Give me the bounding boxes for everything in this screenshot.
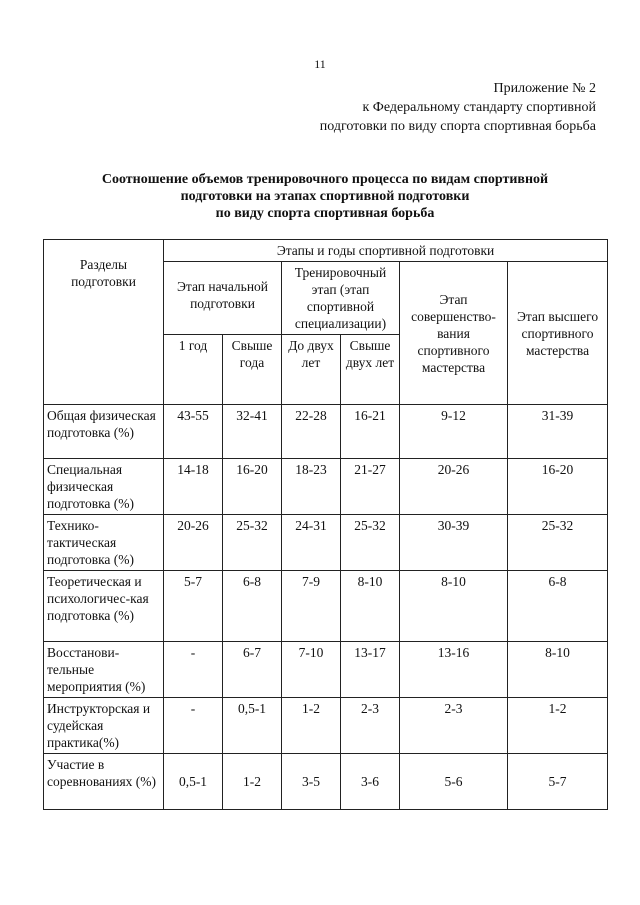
value-cell: - [164,642,223,698]
appendix-line-1: Приложение № 2 [493,81,596,96]
value-cell: 21-27 [341,459,400,515]
title-line-2: подготовки на этапах спортивной подготовки [180,189,470,204]
table-row [44,571,608,642]
header-stage-improvement: Этап совершенство-вания спортивного мастерства [400,262,508,405]
row-label: Восстанови-тельные мероприятия (%) [44,642,164,698]
table-body [44,405,608,810]
value-cell: 7-9 [282,571,341,642]
value-cell: 14-18 [164,459,223,515]
value-cell: 25-32 [341,515,400,571]
appendix-line-2: к Федеральному стандарту спортивной [362,100,596,115]
row-label: Специальная физическая подготовка (%) [44,459,164,515]
header-initial-over1: Свыше года [223,335,282,405]
training-ratio-table [43,239,608,810]
value-cell: 20-26 [400,459,508,515]
table-row [44,459,608,515]
table-row [44,698,608,754]
page-number: 11 [314,57,326,71]
header-training-upto2: До двух лет [282,335,341,405]
value-cell: 32-41 [223,405,282,459]
value-cell: 5-7 [508,754,608,810]
table-row [44,754,608,810]
title-line-3: по виду спорта спортивная борьба [215,206,435,221]
value-cell: 16-21 [341,405,400,459]
appendix-header [320,79,596,136]
value-cell: 25-32 [508,515,608,571]
value-cell: 3-5 [282,754,341,810]
value-cell: 6-8 [508,571,608,642]
value-cell: 16-20 [223,459,282,515]
header-stages-years: Этапы и годы спортивной подготовки [164,240,608,262]
value-cell: 3-6 [341,754,400,810]
value-cell: 0,5-1 [164,754,223,810]
value-cell: 0,5-1 [223,698,282,754]
header-stage-training: Тренировочный этап (этап спортивной специализации) [282,262,400,335]
value-cell: 2-3 [400,698,508,754]
value-cell: 24-31 [282,515,341,571]
value-cell: 1-2 [223,754,282,810]
value-cell: 31-39 [508,405,608,459]
appendix-line-3: подготовки по виду спорта спортивная борьба [319,119,596,134]
value-cell: 1-2 [508,698,608,754]
header-stage-initial: Этап начальной подготовки [164,262,282,335]
value-cell: 8-10 [508,642,608,698]
row-label: Теоретическая и психологичес-кая подготовка (%) [44,571,164,642]
table-row [44,642,608,698]
row-label: Общая физическая подготовка (%) [44,405,164,459]
value-cell: 2-3 [341,698,400,754]
value-cell: 8-10 [341,571,400,642]
value-cell: 20-26 [164,515,223,571]
value-cell: 30-39 [400,515,508,571]
table-row [44,405,608,459]
table-row [44,515,608,571]
value-cell: 43-55 [164,405,223,459]
document-title [0,171,640,222]
value-cell: 16-20 [508,459,608,515]
value-cell: 5-7 [164,571,223,642]
value-cell: 9-12 [400,405,508,459]
value-cell: 6-7 [223,642,282,698]
header-sections: Разделы подготовки [44,240,164,405]
row-label: Участие в соревнованиях (%) [44,754,164,810]
value-cell: 8-10 [400,571,508,642]
value-cell: 25-32 [223,515,282,571]
value-cell: - [164,698,223,754]
row-label: Технико-тактическая подготовка (%) [44,515,164,571]
title-line-1: Соотношение объемов тренировочного процесса по видам спортивной [101,172,549,187]
value-cell: 5-6 [400,754,508,810]
value-cell: 6-8 [223,571,282,642]
header-stage-highest: Этап высшего спортивного мастерства [508,262,608,405]
value-cell: 13-17 [341,642,400,698]
header-initial-year1: 1 год [164,335,223,405]
value-cell: 7-10 [282,642,341,698]
header-training-over2: Свыше двух лет [341,335,400,405]
value-cell: 18-23 [282,459,341,515]
value-cell: 13-16 [400,642,508,698]
value-cell: 22-28 [282,405,341,459]
row-label: Инструкторская и судейская практика(%) [44,698,164,754]
value-cell: 1-2 [282,698,341,754]
